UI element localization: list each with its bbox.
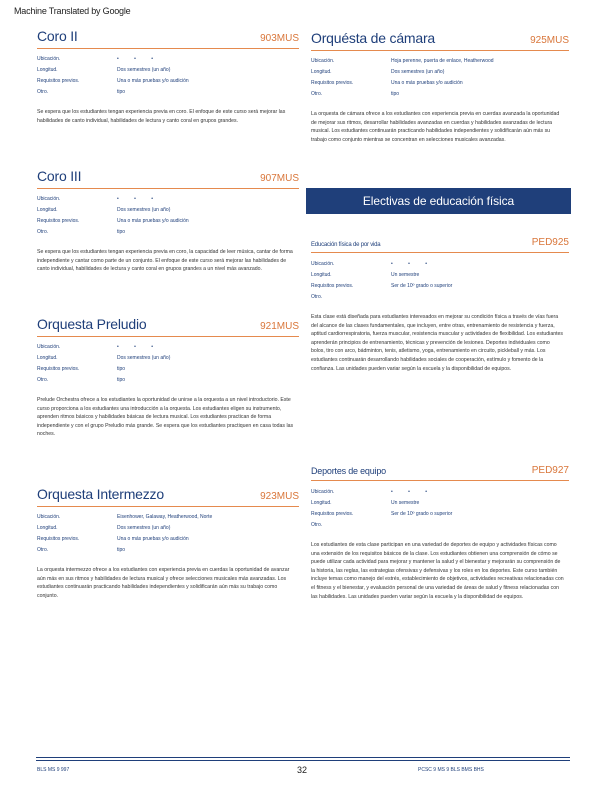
course-code: PED927 — [531, 465, 569, 476]
course-description: Se espera que los estudiantes tengan experiencia previa en coro, la capacidad de leer música, cantar de forma independiente y cantar como parte de un conjunto. El enfoque de este curso será mejorar las habilidades de canto individual, habilidades de lectura y canto coral en grupos grandes a un nivel más avanzado. — [37, 249, 293, 273]
course-header — [311, 458, 569, 481]
meta-key: Otro. — [37, 89, 49, 95]
meta-value: Un semestre — [391, 272, 420, 278]
meta-value: Hoja perenne, puerta de enlace, Heatherwood — [391, 58, 494, 64]
meta-key: Longitud. — [37, 207, 58, 213]
course-title: Orquesta Preludio — [37, 316, 147, 332]
meta-key: Requisitos previos. — [37, 78, 80, 84]
meta-value: Una o más pruebas y/o audición — [117, 218, 189, 224]
course-meta — [311, 58, 569, 102]
meta-value: tipo — [117, 547, 126, 553]
footer-rule-bottom — [36, 760, 570, 761]
meta-key: Ubicación. — [311, 261, 335, 267]
meta-value: Una o más pruebas y/o audición — [391, 80, 463, 86]
meta-key: Longitud. — [37, 525, 58, 531]
course-code: PED925 — [531, 237, 569, 248]
meta-value: • • • — [391, 261, 435, 267]
meta-value: • • • — [117, 196, 161, 202]
meta-value: • • • — [117, 344, 161, 350]
meta-key: Ubicación. — [311, 58, 335, 64]
meta-value: Eisenhower, Galaway, Heatherwood, Norte — [117, 514, 213, 520]
course-meta — [37, 56, 299, 100]
course-meta — [311, 489, 569, 533]
course-orquesta-preludio — [37, 314, 299, 439]
machine-translated-banner: Machine Translated by Google — [14, 6, 131, 16]
meta-value: Dos semestres (un año) — [117, 525, 171, 531]
course-header — [311, 230, 569, 253]
meta-key: Requisitos previos. — [37, 218, 80, 224]
course-header — [37, 484, 299, 507]
meta-key: Requisitos previos. — [37, 536, 80, 542]
meta-value: Un semestre — [391, 500, 420, 506]
course-educacion-fisica-de-por-vida — [311, 230, 569, 373]
meta-key: Otro. — [37, 229, 49, 235]
course-title: Orquesta Intermezzo — [37, 486, 164, 502]
course-description: Prelude Orchestra ofrece a los estudiantes la oportunidad de unirse a la orquesta a un nivel introductorio. Este curso proporciona a los estudiantes una introducción a la orquesta. Los estudiantes eligen su instrumento, aprenden ritmos básicos y habilidades básicas de lectura musical. Los estudiantes practican de forma independiente y con el grupo Preludio más grande. Se espera que los estudiantes practiquen en casa todas las noches. — [37, 397, 294, 438]
meta-key: Longitud. — [37, 67, 58, 73]
course-orquesta-intermezzo — [37, 484, 299, 600]
meta-value: tipo — [391, 91, 400, 97]
meta-value: Dos semestres (un año) — [117, 207, 171, 213]
meta-value: • • • — [117, 56, 161, 62]
course-code: 903MUS — [260, 33, 299, 44]
course-title: Coro III — [37, 168, 82, 184]
meta-value: tipo — [117, 377, 126, 383]
meta-value: tipo — [117, 366, 126, 372]
course-header — [311, 28, 569, 51]
course-title: Coro II — [37, 28, 78, 44]
course-header — [37, 166, 299, 189]
course-meta — [37, 196, 299, 240]
page-number: 32 — [297, 765, 308, 775]
course-coro-ii — [37, 26, 299, 125]
footer-rule-top — [36, 757, 570, 758]
course-coro-iii — [37, 166, 299, 274]
course-code: 921MUS — [260, 321, 299, 332]
meta-key: Otro. — [311, 91, 323, 97]
course-orquesta-de-camara — [311, 28, 569, 144]
meta-key: Longitud. — [311, 500, 332, 506]
meta-key: Ubicación. — [37, 196, 61, 202]
meta-key: Requisitos previos. — [311, 283, 354, 289]
course-title: Educación física de por vida — [311, 242, 381, 248]
course-code: 925MUS — [530, 35, 569, 46]
meta-value: Ser de 10º grado o superior — [391, 283, 453, 289]
meta-value: • • • — [391, 489, 435, 495]
course-description: Se espera que los estudiantes tengan experiencia previa en coro. El enfoque de este curso será mejorar las habilidades de canto individual, habilidades de lectura y canto coral en grupos grandes. — [37, 109, 286, 124]
meta-value: Ser de 10º grado o superior — [391, 511, 453, 517]
course-deportes-de-equipo — [311, 458, 569, 601]
meta-value: Una o más pruebas y/o audición — [117, 536, 189, 542]
meta-key: Ubicación. — [37, 344, 61, 350]
meta-key: Longitud. — [311, 272, 332, 278]
meta-key: Longitud. — [311, 69, 332, 75]
course-description: La orquesta intermezzo ofrece a los estudiantes con experiencia previa en cuerdas la oportunidad de avanzar aún más en sus ritmos y habilidades de lectura musical y ofrece selecciones musicales más avanzadas. Los estudiantes continuarán practicando habilidades independientes y solidificarán aún más su trabajo como conjunto. — [37, 567, 290, 599]
meta-value: Dos semestres (un año) — [117, 67, 171, 73]
meta-key: Otro. — [37, 377, 49, 383]
meta-key: Requisitos previos. — [311, 80, 354, 86]
meta-key: Ubicación. — [311, 489, 335, 495]
course-meta — [37, 344, 299, 388]
course-header — [37, 314, 299, 337]
course-description: Los estudiantes de esta clase participan en una variedad de deportes de equipo y actividades físicas como una extensión de los requisitos básicos de la clase. Los estudiantes obtienen una comprensión de cómo se puede utilizar cada actividad para mejorar y mantener la salud y el bienestar y mejorarán su comprensión de la historia, las reglas, las estrategias ofensivas y defensivas y los roles en los deportes. Este curso también incluye temas como manejo del estrés, establecimiento de objetivos, actividades recreativas relacionadas con el fitness y el bienestar, y evaluación personal de una variedad de áreas de salud y fitness relacionadas con las habilidades. Las unidades pueden variar según la escuela y la disponibilidad de equipos. — [311, 542, 564, 600]
course-title: Deportes de equipo — [311, 466, 386, 476]
meta-key: Otro. — [311, 294, 323, 300]
course-meta — [37, 514, 299, 558]
meta-value: Una o más pruebas y/o audición — [117, 78, 189, 84]
meta-key: Requisitos previos. — [311, 511, 354, 517]
course-description: Esta clase está diseñada para estudiantes interesados en mejorar su condición física a través de vías fuera del alcance de las clases fundamentales, que incluyen, entre otras, entrenamiento de resistencia y fuerza, aptitud cardiorrespiratoria, fuerza muscular, resistencia muscular y actividades de flexibilidad. Los estudiantes aprenderán principios de entrenamiento, técnicas y prevención de lesiones. Deportes individuales como bolos, tiro con arco, bádminton, tenis, atletismo, yoga, entrenamiento en circuito, pickleball y más. Los estudiantes continuarán desarrollando habilidades sociales de cooperación, estímulo y fomento de la confianza. Las unidades pueden variar según la escuela y la disponibilidad de equipos. — [311, 314, 564, 372]
course-description: La orquesta de cámara ofrece a los estudiantes con experiencia previa en cuerdas avanzada la oportunidad de mejorar sus ritmos, desarrollar habilidades avanzadas en cuerdas y habilidades avanzadas de lectura musical. Los estudiantes continuarán practicando habilidades independientes y solidificarán aún más su trabajo como conjunto mientras se concentran en selecciones musicales avanzadas. — [311, 111, 560, 143]
pe-electives-banner: Electivas de educación física — [306, 188, 571, 214]
course-meta — [311, 261, 569, 305]
meta-key: Otro. — [311, 522, 323, 528]
meta-key: Ubicación. — [37, 56, 61, 62]
meta-key: Otro. — [37, 547, 49, 553]
meta-key: Longitud. — [37, 355, 58, 361]
meta-value: Dos semestres (un año) — [391, 69, 445, 75]
course-header — [37, 26, 299, 49]
meta-key: Requisitos previos. — [37, 366, 80, 372]
course-code: 923MUS — [260, 491, 299, 502]
footer-right: PCSC 9 MS 9 BLS BMS BHS — [418, 767, 484, 773]
course-code: 907MUS — [260, 173, 299, 184]
course-title: Orquésta de cámara — [311, 30, 436, 46]
meta-key: Ubicación. — [37, 514, 61, 520]
footer-left: BLS MS 9 997 — [37, 767, 70, 773]
meta-value: tipo — [117, 229, 126, 235]
meta-value: tipo — [117, 89, 126, 95]
meta-value: Dos semestres (un año) — [117, 355, 171, 361]
